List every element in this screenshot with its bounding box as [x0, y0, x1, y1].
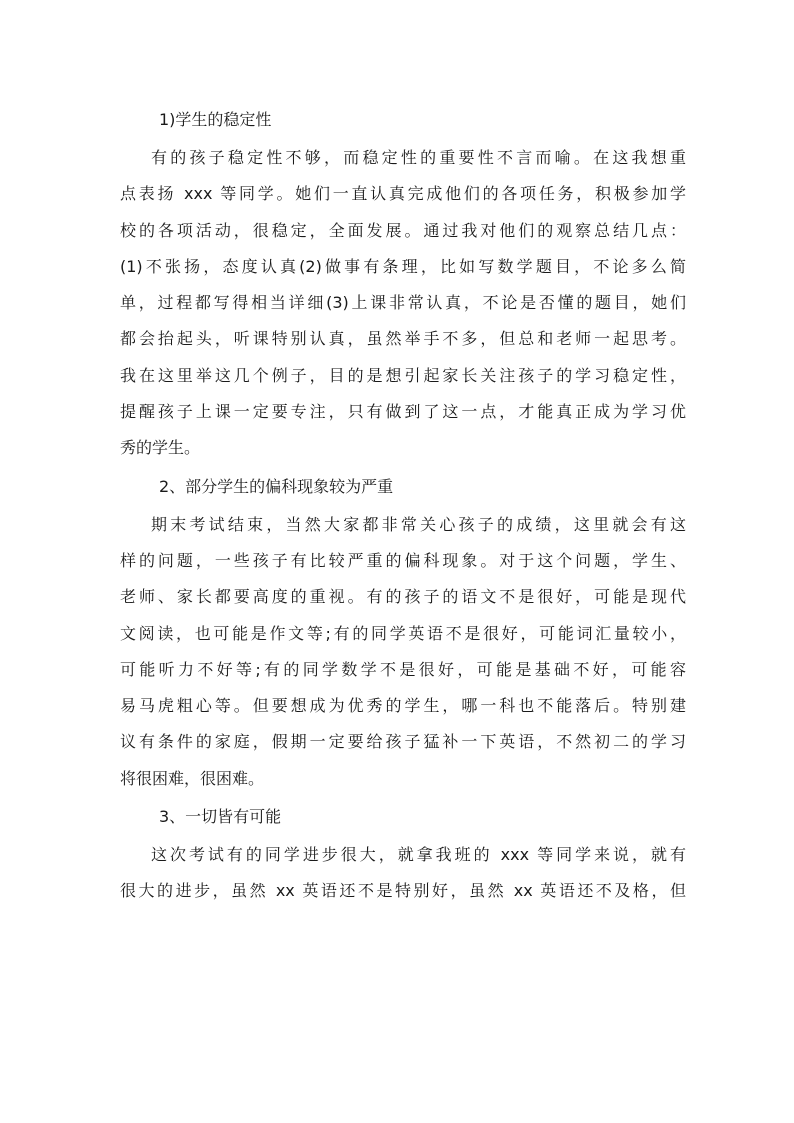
section-heading-2: 2、部分学生的偏科现象较为严重 — [159, 476, 394, 496]
section-paragraph-2 — [120, 507, 686, 797]
section-heading-3: 3、一切皆有可能 — [159, 807, 282, 827]
document-body — [120, 100, 686, 910]
paragraph-line: 我在这里举这几个例子，目的是想引起家长关注孩子的学习稳定性， — [120, 365, 686, 385]
paragraph-line: 可能听力不好等;有的同学数学不是很好，可能是基础不好，可能容 — [120, 659, 686, 679]
paragraph-line: 易马虎粗心等。但要想成为优秀的学生，哪一科也不能落后。特别建 — [120, 696, 686, 716]
paragraph-line: 有的孩子稳定性不够，而稳定性的重要性不言而喻。在这我想重 — [151, 148, 686, 167]
paragraph-line: 文阅读，也可能是作文等;有的同学英语不是很好，可能词汇量较小， — [120, 623, 686, 643]
section-paragraph-3 — [120, 837, 686, 910]
paragraph-line: 这次考试有的同学进步很大，就拿我班的 xxx 等同学来说，就有 — [151, 845, 686, 865]
section-heading-1: 1)学生的稳定性 — [159, 110, 272, 129]
section-paragraph-1 — [120, 140, 686, 467]
paragraph-line: 秀的学生。 — [120, 438, 201, 458]
paragraph-line: 提醒孩子上课一定要专注，只有做到了这一点，才能真正成为学习优 — [120, 402, 686, 422]
paragraph-line: 都会抬起头，听课特别认真，虽然举手不多，但总和老师一起思考。 — [120, 329, 686, 349]
paragraph-line: 期末考试结束，当然大家都非常关心孩子的成绩，这里就会有这 — [151, 514, 686, 534]
paragraph-line: 点表扬 xxx 等同学。她们一直认真完成他们的各项任务，积极参加学 — [120, 184, 686, 204]
paragraph-line: (1)不张扬，态度认真(2)做事有条理，比如写数学题目，不论多么简 — [120, 256, 686, 276]
paragraph-line: 很大的进步，虽然 xx 英语还不是特别好，虽然 xx 英语还不及格，但 — [120, 881, 686, 901]
paragraph-line: 校的各项活动，很稳定，全面发展。通过我对他们的观察总结几点： — [120, 220, 686, 240]
paragraph-line: 议有条件的家庭，假期一定要给孩子猛补一下英语，不然初二的学习 — [120, 732, 686, 752]
paragraph-line: 单，过程都写得相当详细(3)上课非常认真，不论是否懂的题目，她们 — [120, 293, 686, 313]
paragraph-line: 将很困难，很困难。 — [120, 768, 265, 788]
paragraph-line: 样的问题，一些孩子有比较严重的偏科现象。对于这个问题，学生、 — [120, 550, 686, 570]
paragraph-line: 老师、家长都要高度的重视。有的孩子的语文不是很好，可能是现代 — [120, 587, 686, 607]
